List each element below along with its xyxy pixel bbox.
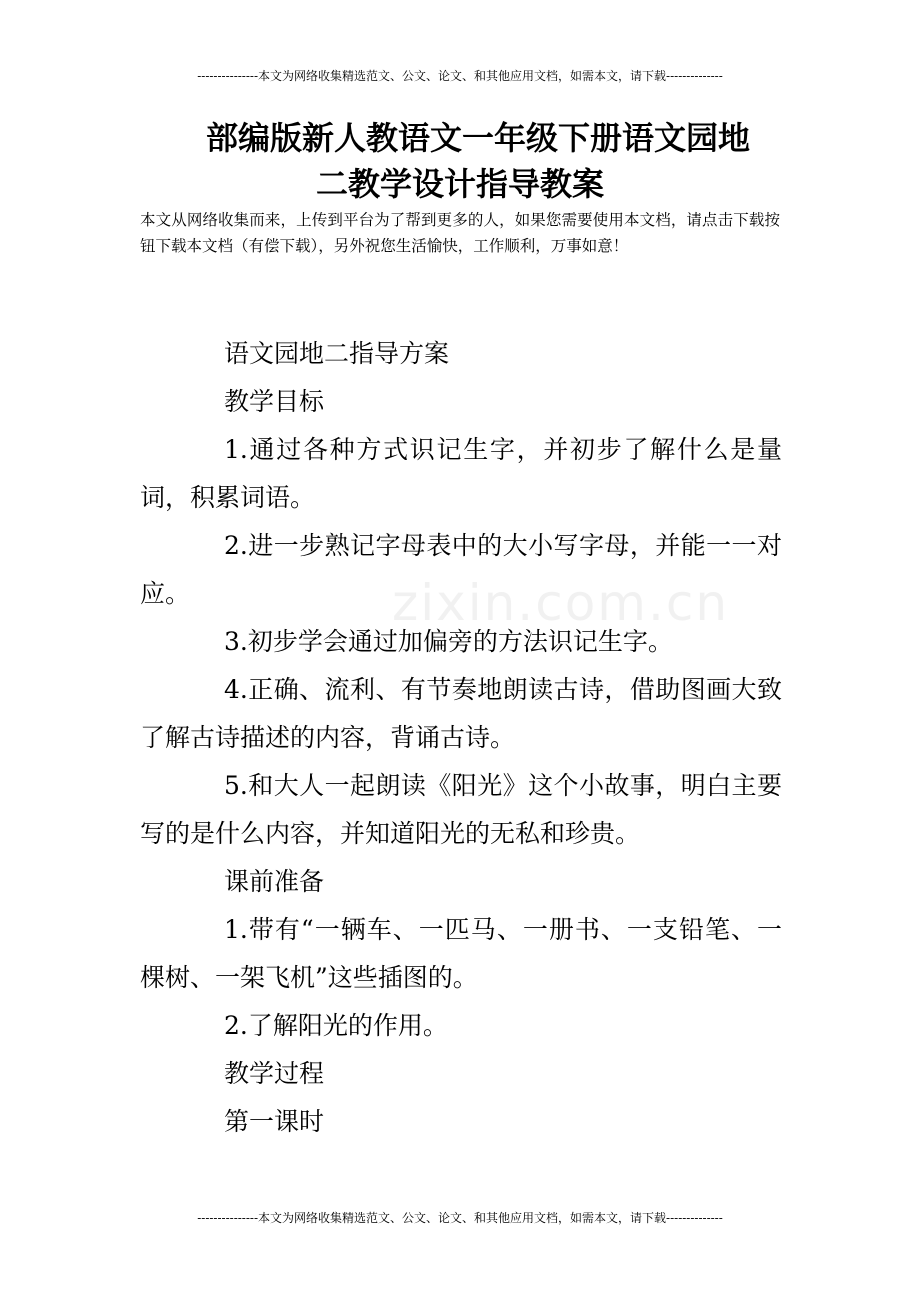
preparation-item-1: 1.带有“一辆车、一匹马、一册书、一支铅笔、一棵树、一架飞机”这些插图的。	[140, 915, 782, 992]
document-title-line-1: 部编版新人教语文一年级下册语文园地	[205, 119, 750, 157]
section-heading-process: 教学过程	[224, 1059, 325, 1088]
objective-item-5: 5.和大人一起朗读《阳光》这个小故事，明白主要写的是什么内容，并知道阳光的无私和珍贵。	[140, 771, 782, 848]
objective-item-1: 1.通过各种方式识记生字，并初步了解什么是量词，积累词语。	[140, 435, 782, 512]
objective-item-2: 2.进一步熟记字母表中的大小写字母，并能一一对应。	[140, 531, 782, 608]
section-heading-preparation: 课前准备	[224, 867, 325, 896]
header-note: ---------------本文为网络收集精选范文、公文、论文、和其他应用文档，如需本文，请下载--------------	[197, 69, 723, 83]
objective-item-3: 3.初步学会通过加偏旁的方法识记生字。	[224, 627, 673, 656]
footer-note: ---------------本文为网络收集精选范文、公文、论文、和其他应用文档，如需本文，请下载--------------	[197, 1211, 723, 1225]
section-heading-first-lesson: 第一课时	[224, 1107, 325, 1136]
intro-paragraph: 本文从网络收集而来，上传到平台为了帮到更多的人，如果您需要使用本文档，请点击下载按钮下载本文档（有偿下载），另外祝您生活愉快，工作顺利，万事如意！	[140, 211, 780, 255]
section-heading-objectives: 教学目标	[224, 387, 325, 416]
section-heading-guide: 语文园地二指导方案	[224, 339, 450, 368]
document-body	[140, 330, 782, 1146]
objective-item-4: 4.正确、流利、有节奏地朗读古诗，借助图画大致了解古诗描述的内容，背诵古诗。	[140, 675, 782, 752]
watermark: zixin.com.cn	[392, 574, 730, 632]
document-title-line-2: 二教学设计指导教案	[315, 165, 604, 203]
preparation-item-2: 2.了解阳光的作用。	[224, 1011, 448, 1040]
